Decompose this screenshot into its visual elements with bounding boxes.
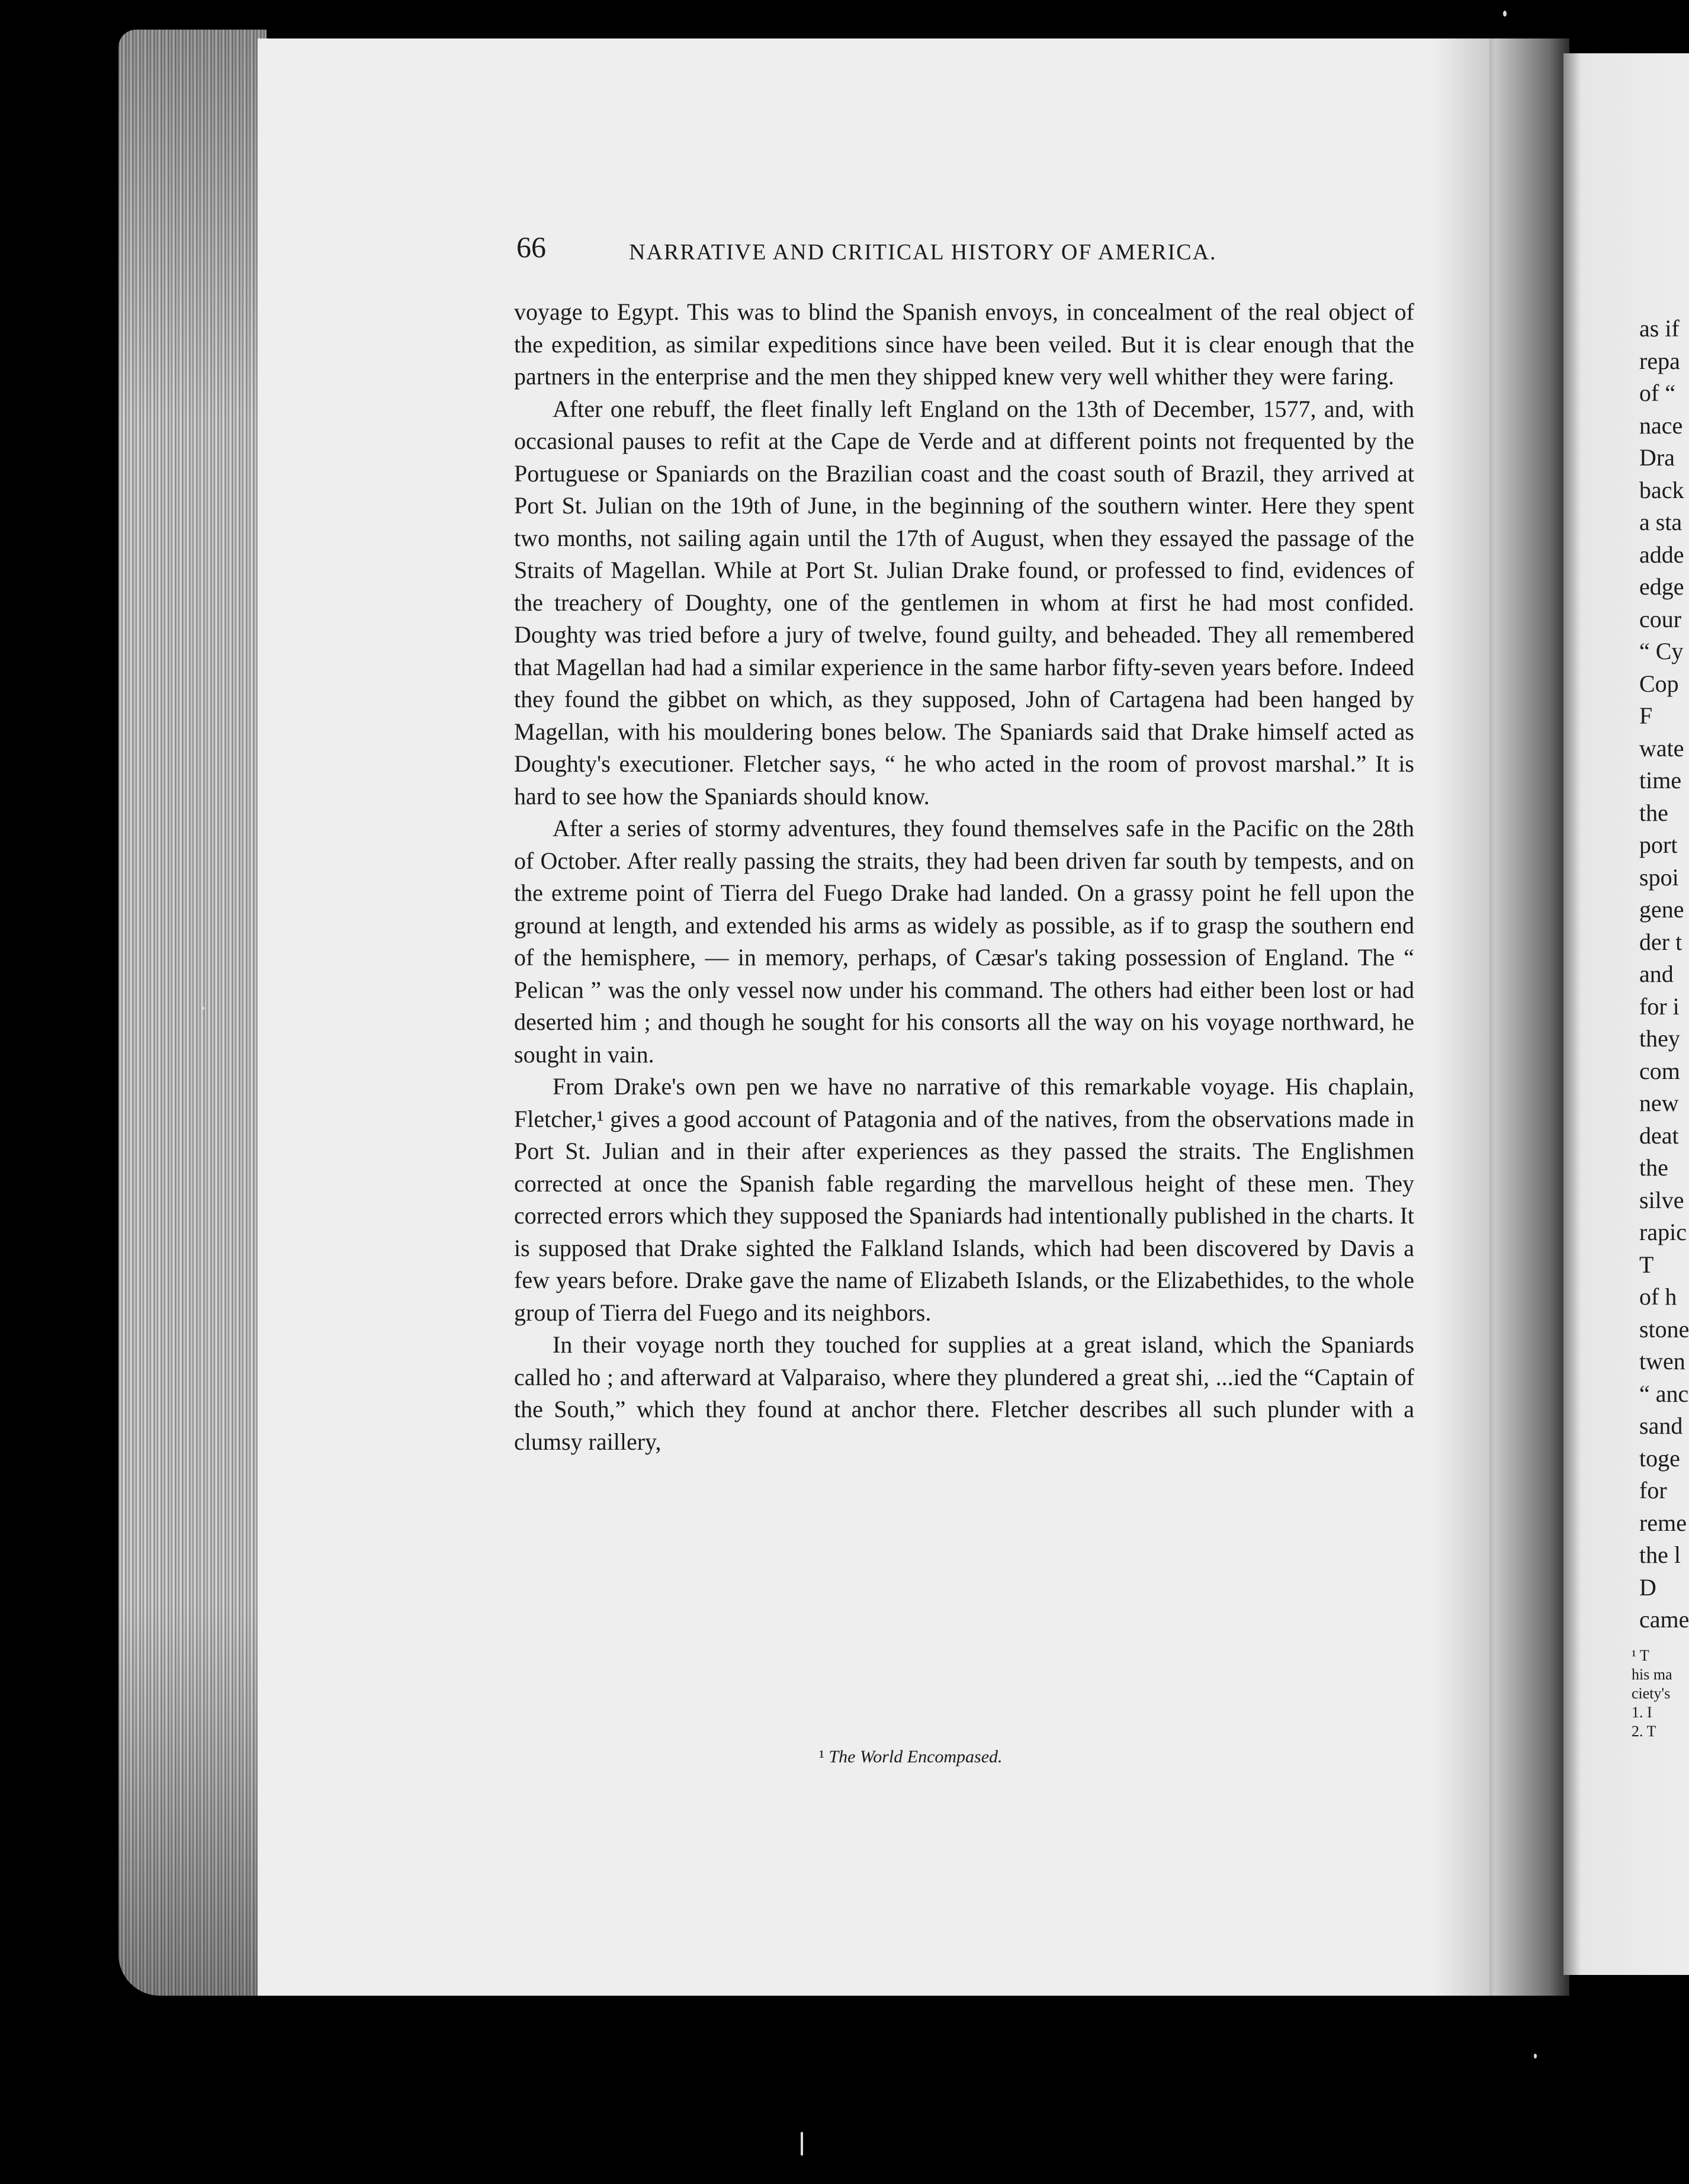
right-page-line: spoi xyxy=(1639,863,1679,891)
running-head-title: NARRATIVE AND CRITICAL HISTORY OF AMERICA. xyxy=(629,240,1217,265)
right-page-line: deat xyxy=(1639,1122,1679,1149)
right-page-line: for i xyxy=(1639,993,1680,1020)
right-page-line: new xyxy=(1639,1090,1679,1116)
right-page-line: sand xyxy=(1639,1412,1683,1439)
right-page-footnote-line: ciety's xyxy=(1632,1685,1671,1702)
footnote-title: The World Encompased. xyxy=(829,1747,1003,1767)
right-page-line: rapic xyxy=(1639,1219,1687,1245)
right-page-line: the xyxy=(1639,1154,1668,1181)
dust-speck xyxy=(1534,2054,1537,2058)
right-page-line: as if xyxy=(1639,315,1680,342)
right-page-line: port xyxy=(1639,831,1678,858)
right-page-line: “ anc xyxy=(1639,1380,1689,1407)
right-page-line: “ Cy xyxy=(1639,638,1684,664)
right-page-line: time xyxy=(1639,767,1682,794)
dust-speck xyxy=(201,1007,204,1010)
right-page-footnote-line: his ma xyxy=(1632,1666,1672,1683)
right-page-line: adde xyxy=(1639,541,1684,568)
right-page-line: twen xyxy=(1639,1348,1685,1374)
right-page-line: com xyxy=(1639,1057,1680,1084)
paragraph: After one rebuff, the fleet finally left England on the 13th of December, 1577, and, with occasional pauses to refit at the Cape de Verde and at different points not frequented by the Portuguese or Spaniards on the Brazilian coast and the coast south of Brazil, they arrived at Port St. Julian on the 19th of June, in the beginning of the southern winter. Here they spent two months, not sailing again until the 17th of August, when they essayed the passage of the Straits of Magellan. While at Port St. Julian Drake found, or professed to find, evidences of the treachery of Doughty, one of the gentlemen in whom at first he had most confided. Doughty was tried before a jury of twelve, found guilty, and beheaded. They all remembered that Magellan had had a similar experience in the same harbor fifty-seven years before. Indeed they found the gibbet on which, as they supposed, John of Cartagena had been hanged by Magellan, with his mouldering bones below. The Spaniards said that Drake himself acted as Doughty's executioner. Fletcher says, “ he who acted in the room of provost marshal.” It is hard to see how the Spaniards should know. xyxy=(514,395,1414,810)
right-page-line: stone xyxy=(1639,1315,1689,1342)
right-page-line: reme xyxy=(1639,1509,1687,1536)
gutter-shadow xyxy=(1433,38,1569,1996)
footnote-marker: ¹ xyxy=(819,1747,824,1767)
right-page-line: the xyxy=(1639,799,1668,826)
right-page-line: F xyxy=(1639,702,1653,729)
right-page-line: wate xyxy=(1639,734,1684,762)
right-page-line: toge xyxy=(1639,1444,1680,1472)
right-page-text xyxy=(1639,313,1689,1636)
right-page-line: nace xyxy=(1639,412,1683,439)
right-page-footnotes xyxy=(1632,1646,1689,1741)
dust-speck xyxy=(801,2132,803,2156)
right-page-line: Dra xyxy=(1639,444,1675,471)
book-edge-shadow xyxy=(118,30,266,1996)
page-number: 66 xyxy=(516,230,546,264)
paragraph: From Drake's own pen we have no narrative of this remarkable voyage. His chaplain, Fletcher,¹ gives a good account of Patagonia and of the natives, from the observations made in Port St. Julian and in their after experiences as they passed the straits. The Englishmen corrected at once the Spanish fable regarding the marvellous height of these men. They corrected errors which they supposed the Spaniards had intentionally published in the charts. It is supposed that Drake sighted the Falkland Islands, which had been discovered by Davis a few years before. Drake gave the name of Elizabeth Islands, or the Elizabethides, to the whole group of Tierra del Fuego and its neighbors. xyxy=(514,1073,1414,1326)
paragraph: In their voyage north they touched for supplies at a great island, which the Spaniards called ho ; and afterward at Valparaiso, where they plundered a great shi, ...ied the “Captain of the South,” which they found at anchor there. Fletcher describes all such plunder with a clumsy raillery, xyxy=(514,1331,1414,1455)
right-page-line: cour xyxy=(1639,605,1682,632)
right-page-line: came xyxy=(1639,1606,1689,1633)
right-page-line: and xyxy=(1639,961,1674,987)
right-page-line: they xyxy=(1639,1025,1680,1052)
right-page-line: a sta xyxy=(1639,509,1682,535)
right-page-line: silve xyxy=(1639,1186,1684,1213)
right-page-line: of “ xyxy=(1639,380,1676,406)
right-page-line: repa xyxy=(1639,347,1680,374)
right-page-line: of h xyxy=(1639,1283,1677,1310)
right-page-line: Cop xyxy=(1639,670,1679,697)
right-page-line: D xyxy=(1639,1573,1656,1601)
right-page-footnote-line: 1. I xyxy=(1632,1704,1652,1721)
dust-speck xyxy=(1503,11,1507,17)
paragraph: voyage to Egypt. This was to blind the Spanish envoys, in concealment of the real object of the expedition, as similar expeditions since have been veiled. But it is clear enough that the partners in the enterprise and the men they shipped knew very well whither they were faring. xyxy=(514,298,1414,390)
right-page-line: the l xyxy=(1639,1541,1681,1568)
running-head xyxy=(516,230,1316,271)
right-page-line: der t xyxy=(1639,928,1682,955)
right-page-line: edge xyxy=(1639,573,1684,600)
footnote xyxy=(819,1747,1003,1767)
paragraph: After a series of stormy adventures, they found themselves safe in the Pacific on the 28th of October. After really passing the straits, they had been driven far south by tempests, and on the extreme point of Tierra del Fuego Drake had landed. On a grassy point he fell upon the ground at length, and extended his arms as widely as possible, as if to grasp the southern end of the hemisphere, — in memory, perhaps, of Cæsar's taking possession of England. The “ Pelican ” was the only vessel now under his command. The others had either been lost or had deserted him ; and though he sought for his consorts all the way on his voyage northward, he sought in vain. xyxy=(514,815,1414,1068)
right-page-line: gene xyxy=(1639,896,1684,923)
right-page-footnote-line: ¹ T xyxy=(1632,1647,1649,1664)
right-page-line: back xyxy=(1639,476,1684,503)
right-page-footnote-line: 2. T xyxy=(1632,1723,1656,1740)
body-text xyxy=(514,296,1414,1458)
right-page-line: T xyxy=(1639,1251,1654,1278)
right-page-line: for xyxy=(1639,1477,1667,1504)
